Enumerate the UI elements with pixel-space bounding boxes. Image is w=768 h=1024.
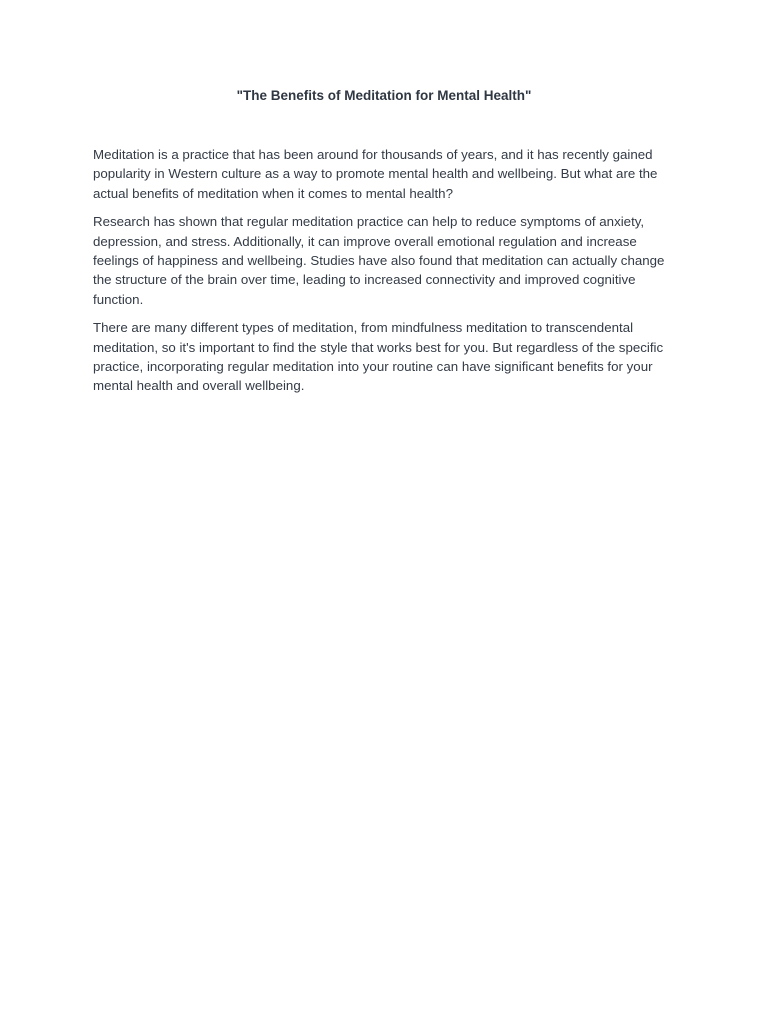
paragraph-intro: Meditation is a practice that has been around for thousands of years, and it has recently gained popularity in Western culture as a way to promote mental health and wellbeing. But what are the actual benefits of meditation when it comes to mental health? <box>93 147 658 201</box>
document-body <box>93 145 683 405</box>
document-title: "The Benefits of Meditation for Mental Health" <box>236 88 532 103</box>
paragraph-types: There are many different types of meditation, from mindfulness meditation to transcendental meditation, so it's important to find the style that works best for you. But regardless of the specific practice, incorporating regular meditation into your routine can have significant benefits for your mental health and overall wellbeing. <box>93 320 664 394</box>
paragraph-research: Research has shown that regular meditation practice can help to reduce symptoms of anxiety, depression, and stress. Additionally, it can improve overall emotional regulation and increase feelings of happiness and wellbeing. Studies have also found that meditation can actually change the structure of the brain over time, leading to increased connectivity and improved cognitive function. <box>93 214 665 307</box>
